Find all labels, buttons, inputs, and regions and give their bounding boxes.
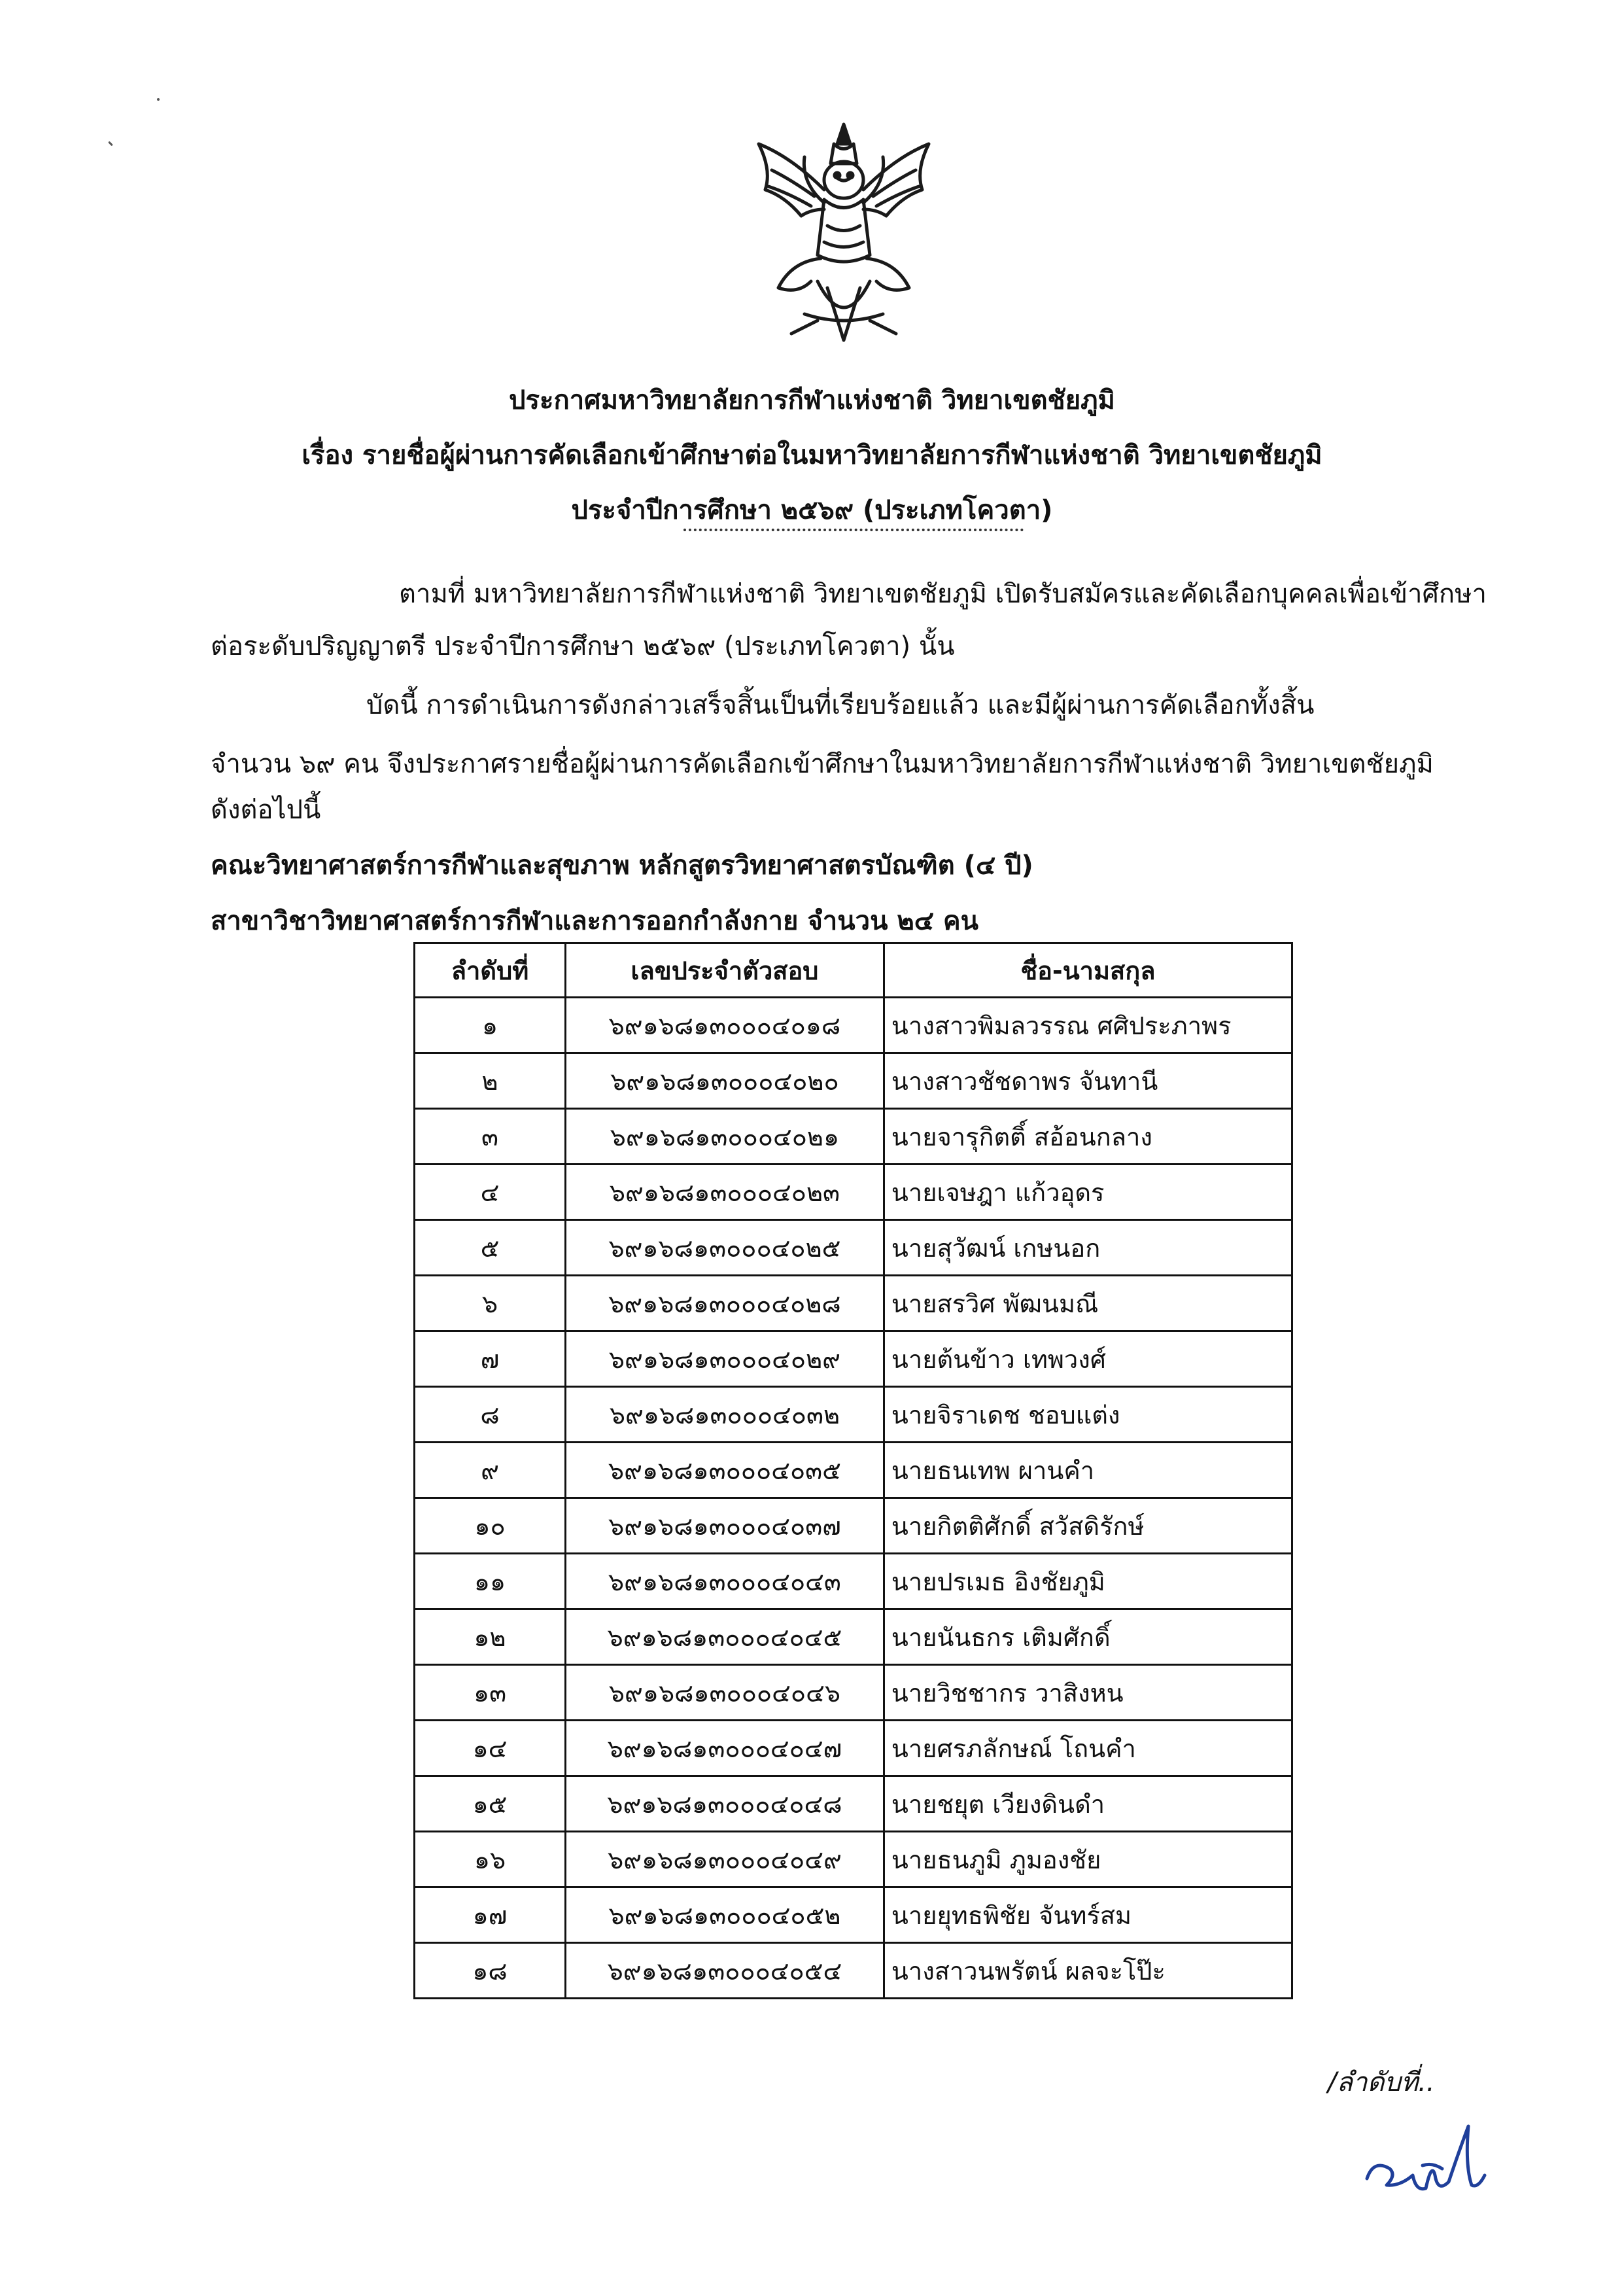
cell-name: นายชยุต เวียงดินดำ xyxy=(884,1776,1292,1832)
table-row xyxy=(415,1887,1292,1943)
cell-order: ๖ xyxy=(415,1276,566,1331)
table-row xyxy=(415,1943,1292,1999)
cell-order: ๑๑ xyxy=(415,1554,566,1609)
scan-speck xyxy=(157,98,160,101)
table-row xyxy=(415,1220,1292,1276)
cell-name: นายวิชชากร วาสิงหน xyxy=(884,1665,1292,1721)
header-name: ชื่อ-นามสกุล xyxy=(884,943,1292,998)
cell-name: นายปรเมธ อิงชัยภูมิ xyxy=(884,1554,1292,1609)
cell-exam-id: ๖๙๑๖๘๑๓๐๐๐๔๐๔๘ xyxy=(566,1776,884,1832)
cell-order: ๗ xyxy=(415,1331,566,1387)
cell-name: นายจิราเดช ชอบแต่ง xyxy=(884,1387,1292,1443)
paragraph-2-line-2: จำนวน ๖๙ คน จึงประกาศรายชื่อผู้ผ่านการคัดเลือกเข้าศึกษาในมหาวิทยาลัยการกีฬาแห่งชาติ วิทยาเขตชัยภูมิ xyxy=(211,749,1434,779)
cell-name: นางสาวนพรัตน์ ผลจะโป๊ะ xyxy=(884,1943,1292,1999)
cell-exam-id: ๖๙๑๖๘๑๓๐๐๐๔๐๑๘ xyxy=(566,998,884,1053)
title-line-3: ประจำปีการศึกษา ๒๕๖๙ (ประเภทโควตา) xyxy=(571,495,1053,525)
table-row xyxy=(415,1498,1292,1554)
table-row xyxy=(415,1721,1292,1776)
cell-name: นายเจษฎา แก้วอุดร xyxy=(884,1165,1292,1220)
cell-order: ๑๗ xyxy=(415,1887,566,1943)
cell-name: นายต้นข้าว เทพวงศ์ xyxy=(884,1331,1292,1387)
cell-order: ๑๘ xyxy=(415,1943,566,1999)
cell-name: นายธนภูมิ ภูมองชัย xyxy=(884,1832,1292,1887)
title-line-2: เรื่อง รายชื่อผู้ผ่านการคัดเลือกเข้าศึกษาต่อในมหาวิทยาลัยการกีฬาแห่งชาติ วิทยาเขตชัยภูมิ xyxy=(302,440,1322,470)
table-row xyxy=(415,1387,1292,1443)
handwritten-signature-icon xyxy=(1360,2113,1517,2211)
table-row xyxy=(415,1053,1292,1109)
continued-marker: /ลำดับที่.. xyxy=(1328,2067,1435,2097)
cell-exam-id: ๖๙๑๖๘๑๓๐๐๐๔๐๔๓ xyxy=(566,1554,884,1609)
cell-exam-id: ๖๙๑๖๘๑๓๐๐๐๔๐๕๒ xyxy=(566,1887,884,1943)
table-row xyxy=(415,1832,1292,1887)
cell-exam-id: ๖๙๑๖๘๑๓๐๐๐๔๐๒๕ xyxy=(566,1220,884,1276)
major-heading: สาขาวิชาวิทยาศาสตร์การกีฬาและการออกกำลังกาย จำนวน ๒๔ คน xyxy=(211,906,979,936)
table-row xyxy=(415,1443,1292,1498)
paragraph-1-line-1: ตามที่ มหาวิทยาลัยการกีฬาแห่งชาติ วิทยาเขตชัยภูมิ เปิดรับสมัครและคัดเลือกบุคคลเพื่อเข้าศึกษา xyxy=(399,579,1487,609)
header-exam-id: เลขประจำตัวสอบ xyxy=(566,943,884,998)
cell-order: ๑ xyxy=(415,998,566,1053)
table-header-row xyxy=(415,943,1292,998)
announcement-title xyxy=(0,373,1624,538)
title-line-1: ประกาศมหาวิทยาลัยการกีฬาแห่งชาติ วิทยาเขตชัยภูมิ xyxy=(509,385,1115,415)
table-row xyxy=(415,1276,1292,1331)
paragraph-2-line-3: ดังต่อไปนี้ xyxy=(211,795,321,825)
table-row xyxy=(415,1554,1292,1609)
cell-name: นายธนเทพ ผานคำ xyxy=(884,1443,1292,1498)
garuda-emblem-icon xyxy=(739,118,948,353)
cell-name: นายศรภลักษณ์ โถนคำ xyxy=(884,1721,1292,1776)
paragraph-1-line-2: ต่อระดับปริญญาตรี ประจำปีการศึกษา ๒๕๖๙ (ประเภทโควตา) นั้น xyxy=(211,631,955,661)
table-row xyxy=(415,1665,1292,1721)
cell-order: ๒ xyxy=(415,1053,566,1109)
header-order: ลำดับที่ xyxy=(415,943,566,998)
scan-speck xyxy=(108,141,113,147)
cell-name: นางสาวพิมลวรรณ ศศิประภาพร xyxy=(884,998,1292,1053)
cell-exam-id: ๖๙๑๖๘๑๓๐๐๐๔๐๓๗ xyxy=(566,1498,884,1554)
paragraph-2-line-1: บัดนี้ การดำเนินการดังกล่าวเสร็จสิ้นเป็นที่เรียบร้อยแล้ว และมีผู้ผ่านการคัดเลือกทั้งสิ้น xyxy=(366,690,1315,720)
cell-order: ๑๒ xyxy=(415,1609,566,1665)
cell-exam-id: ๖๙๑๖๘๑๓๐๐๐๔๐๒๓ xyxy=(566,1165,884,1220)
cell-name: นายยุทธพิชัย จันทร์สม xyxy=(884,1887,1292,1943)
cell-exam-id: ๖๙๑๖๘๑๓๐๐๐๔๐๒๙ xyxy=(566,1331,884,1387)
table-row xyxy=(415,1331,1292,1387)
faculty-heading: คณะวิทยาศาสตร์การกีฬาและสุขภาพ หลักสูตรวิทยาศาสตรบัณฑิต (๔ ปี) xyxy=(211,850,1033,881)
cell-exam-id: ๖๙๑๖๘๑๓๐๐๐๔๐๔๕ xyxy=(566,1609,884,1665)
cell-exam-id: ๖๙๑๖๘๑๓๐๐๐๔๐๔๗ xyxy=(566,1721,884,1776)
cell-order: ๕ xyxy=(415,1220,566,1276)
cell-exam-id: ๖๙๑๖๘๑๓๐๐๐๔๐๕๔ xyxy=(566,1943,884,1999)
cell-name: นายจารุกิตติ์ สอ้อนกลาง xyxy=(884,1109,1292,1165)
table-row xyxy=(415,1109,1292,1165)
cell-order: ๙ xyxy=(415,1443,566,1498)
cell-order: ๑๔ xyxy=(415,1721,566,1776)
cell-exam-id: ๖๙๑๖๘๑๓๐๐๐๔๐๒๑ xyxy=(566,1109,884,1165)
cell-exam-id: ๖๙๑๖๘๑๓๐๐๐๔๐๓๒ xyxy=(566,1387,884,1443)
cell-order: ๘ xyxy=(415,1387,566,1443)
cell-exam-id: ๖๙๑๖๘๑๓๐๐๐๔๐๒๘ xyxy=(566,1276,884,1331)
table-row xyxy=(415,1776,1292,1832)
cell-name: นายกิตติศักดิ์ สวัสดิรักษ์ xyxy=(884,1498,1292,1554)
cell-exam-id: ๖๙๑๖๘๑๓๐๐๐๔๐๔๖ xyxy=(566,1665,884,1721)
cell-name: นางสาวชัชดาพร จันทานี xyxy=(884,1053,1292,1109)
cell-order: ๑๐ xyxy=(415,1498,566,1554)
cell-name: นายนันธกร เติมศักดิ์ xyxy=(884,1609,1292,1665)
table-row xyxy=(415,1165,1292,1220)
cell-name: นายสุวัฒน์ เกษนอก xyxy=(884,1220,1292,1276)
cell-exam-id: ๖๙๑๖๘๑๓๐๐๐๔๐๔๙ xyxy=(566,1832,884,1887)
cell-exam-id: ๖๙๑๖๘๑๓๐๐๐๔๐๒๐ xyxy=(566,1053,884,1109)
cell-exam-id: ๖๙๑๖๘๑๓๐๐๐๔๐๓๕ xyxy=(566,1443,884,1498)
title-separator xyxy=(683,529,1024,531)
cell-order: ๑๓ xyxy=(415,1665,566,1721)
table-row xyxy=(415,998,1292,1053)
table-row xyxy=(415,1609,1292,1665)
cell-order: ๓ xyxy=(415,1109,566,1165)
admitted-students-table xyxy=(413,942,1293,1999)
cell-name: นายสรวิศ พัฒนมณี xyxy=(884,1276,1292,1331)
cell-order: ๔ xyxy=(415,1165,566,1220)
cell-order: ๑๕ xyxy=(415,1776,566,1832)
cell-order: ๑๖ xyxy=(415,1832,566,1887)
